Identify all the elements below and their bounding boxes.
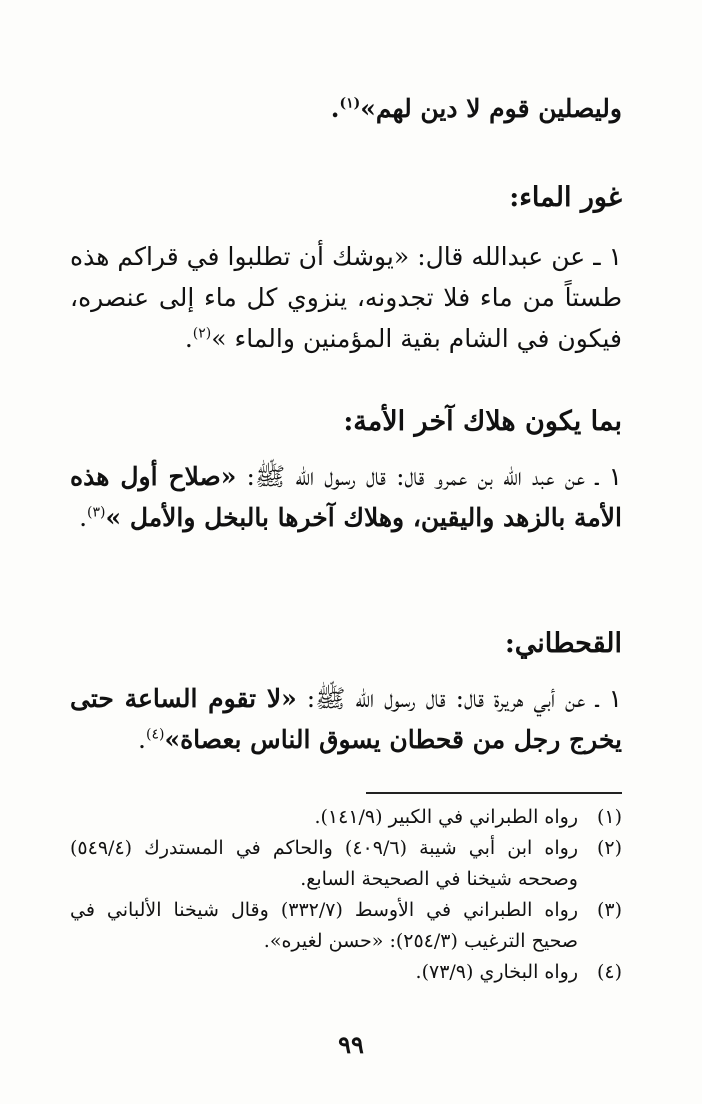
footnote-divider (366, 792, 622, 794)
paragraph-intro: ١ ـ عن عبد الله بن عمرو قال: قال رسول الله ﷺ: (236, 462, 622, 491)
footnote-1 (70, 802, 622, 833)
hadith-quote: «لا تقوم الساعة حتى يخرج رجل من قحطان يسوق الناس بعصاة» (70, 684, 622, 754)
footnote-ref-2[interactable]: (٢) (192, 325, 212, 342)
footnote-ref-4[interactable]: (٤) (145, 726, 165, 743)
section-heading-water: غور الماء: (509, 182, 622, 213)
footnote-number: (٣) (596, 899, 622, 921)
paragraph-end: . (138, 725, 146, 754)
page-number: ٩٩ (338, 1030, 364, 1059)
footnote-text: رواه الطبراني في الأوسط (٣٣٢/٧) وقال شيخنا الألباني في صحيح الترغيب (٢٥٤/٣): «حسن لغيره». (70, 899, 578, 952)
footnote-text: رواه ابن أبي شيبة (٤٠٩/٦) والحاكم في المستدرك (٥٤٩/٤) وصححه شيخنا في الصحيحة السابع. (70, 837, 578, 890)
section-heading-ummah: بما يكون هلاك آخر الأمة: (343, 406, 622, 437)
footnote-text: رواه الطبراني في الكبير (١٤١/٩). (314, 806, 578, 828)
section-paragraph-water (70, 236, 622, 359)
section-heading-qahtani: القحطاني: (504, 628, 622, 659)
footnote-4 (70, 957, 622, 988)
paragraph-end: . (184, 324, 193, 353)
section-paragraph-qahtani (70, 678, 622, 760)
top-line-text: وليصلين قوم لا دين لهم» (360, 94, 622, 123)
paragraph-end: . (79, 503, 88, 532)
footnote-3 (70, 895, 622, 957)
paragraph-text: ١ ـ عن عبدالله قال: «يوشك أن تطلبوا في قراكم هذه طستاً من ماء فلا تجدونه، ينزوي كل ماء إلى عنصره، فيكون في الشام بقية المؤمنين والماء » (70, 242, 622, 353)
footnote-number: (٢) (596, 837, 622, 859)
paragraph-intro: ١ ـ عن أبي هريرة قال: قال رسول الله ﷺ: (296, 684, 622, 713)
top-line (70, 88, 622, 129)
section-paragraph-ummah (70, 456, 622, 538)
footnote-number: (٤) (596, 961, 622, 983)
footnotes (70, 802, 622, 988)
footnote-text: رواه البخاري (٧٣/٩). (415, 961, 578, 983)
hadith-quote: «صلاح أول هذه الأمة بالزهد واليقين، وهلاك آخرها بالبخل والأمل » (70, 462, 622, 532)
footnote-number: (١) (596, 806, 622, 828)
top-line-end: . (330, 94, 340, 123)
footnote-2 (70, 833, 622, 895)
footnote-ref-1[interactable]: (١) (339, 95, 361, 112)
footnote-ref-3[interactable]: (٣) (87, 504, 106, 521)
